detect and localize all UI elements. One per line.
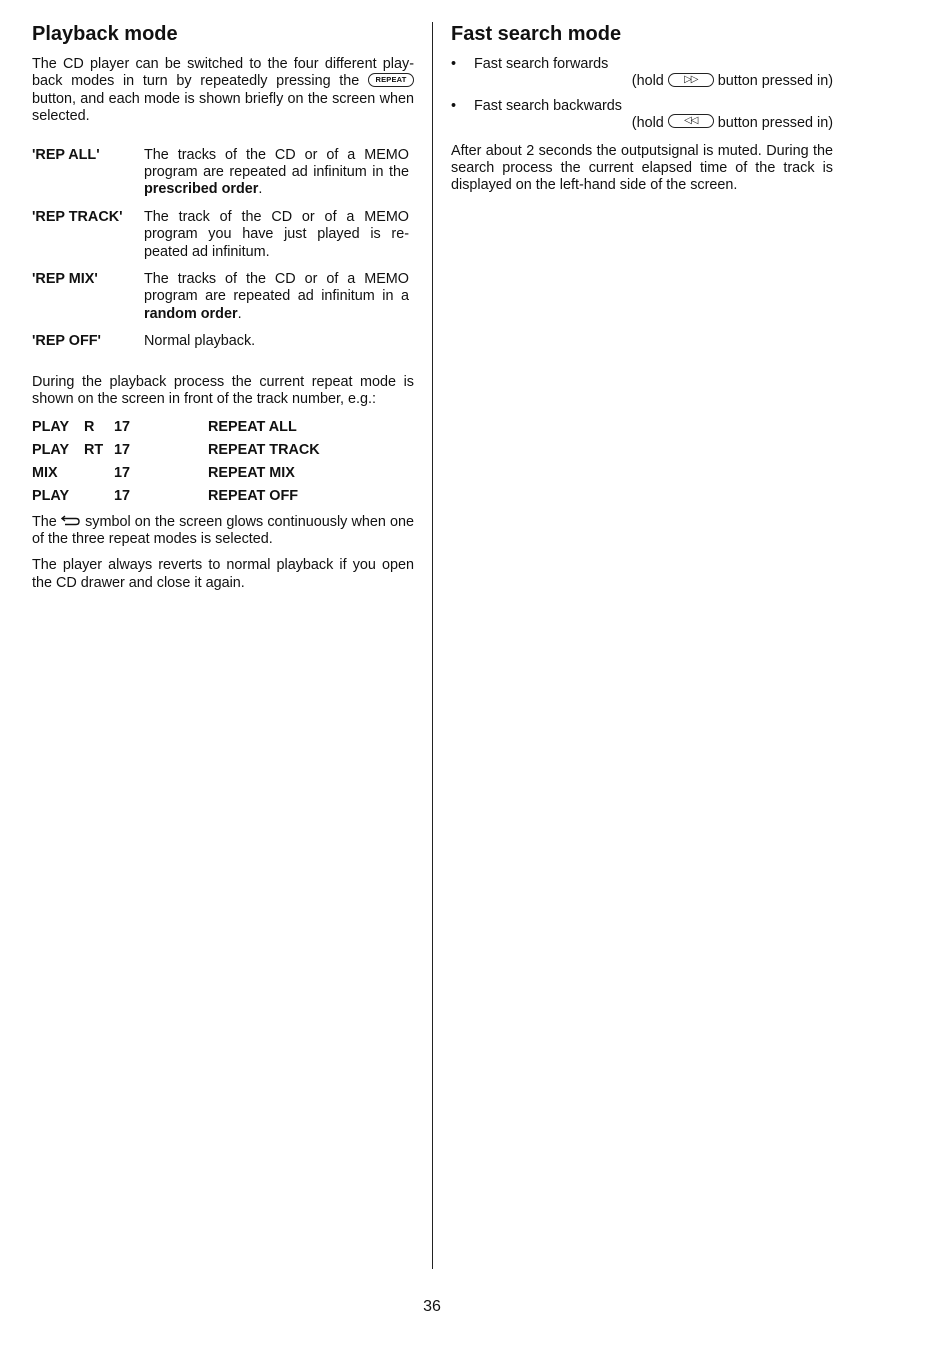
repeat-arrow-icon [61,513,81,527]
mode-term: 'REP TRACK' [32,208,123,225]
left-column [32,20,414,592]
mode-rep-track [32,209,414,261]
during-paragraph: During the playback process the current repeat mode is shown on the screen in front of the track number, e.g.: [32,373,414,408]
mode-term: 'REP OFF' [32,333,101,350]
mode-term: 'REP MIX' [32,271,98,288]
fast-search-heading: Fast search mode [451,23,622,45]
mode-rep-all [32,147,414,199]
item-label: Fast search backwards [474,97,622,114]
intro-text-2: button, and each mode is shown briefly on the screen when selected. [32,90,414,125]
right-column [451,20,833,195]
example-row: PLAY 17 REPEAT OFF [32,487,299,504]
intro-paragraph [32,56,414,126]
fast-forward-icon: ▷▷ [668,73,714,87]
bullet: • [451,56,457,72]
playback-mode-heading: Playback mode [32,23,178,45]
intro-text-1: The CD player can be switched to the four different play-back modes in turn by repeatedly pressing the [32,56,414,90]
symbol-paragraph: The symbol on the screen glows continuously when one of the three repeat modes is selected. [32,513,415,547]
mode-desc: The tracks of the CD or of a MEMO program are repeated ad infinitum in the prescribed order. [144,146,409,198]
repeat-mode-list [32,147,414,351]
list-item [451,56,833,91]
list-item [451,98,833,133]
item-label: Fast search forwards [474,56,609,72]
repeat-button-icon: REPEAT [368,73,414,87]
mode-rep-mix [32,271,414,323]
fast-search-list [451,56,833,133]
example-row: PLAY RT 17 REPEAT TRACK [32,441,320,458]
mode-desc: Normal playback. [144,333,256,350]
page-number: 36 [423,1298,441,1315]
hold-instruction: (hold ◁◁ button pressed in) [631,115,833,132]
hold-instruction: (hold ▷▷ button pressed in) [631,73,833,90]
column-divider [432,22,433,1269]
example-row: PLAY R 17 REPEAT ALL [32,418,297,435]
display-examples [32,419,414,511]
bullet: • [451,97,457,114]
mode-term: 'REP ALL' [32,146,100,163]
after-paragraph: After about 2 seconds the outputsignal is muted. During the search process the current elapsed time of the track is displayed on the left-hand side of the screen. [451,142,833,194]
example-row: MIX 17 REPEAT MIX [32,464,295,481]
fast-backward-icon: ◁◁ [668,114,714,128]
revert-paragraph: The player always reverts to normal playback if you open the CD drawer and close it again. [32,557,414,591]
mode-desc: The tracks of the CD or of a MEMO program are repeated ad infinitum in a random order. [144,271,409,322]
mode-rep-off [32,333,414,350]
mode-desc: The track of the CD or of a MEMO program you have just played is re-peated ad infinitum. [144,208,409,260]
